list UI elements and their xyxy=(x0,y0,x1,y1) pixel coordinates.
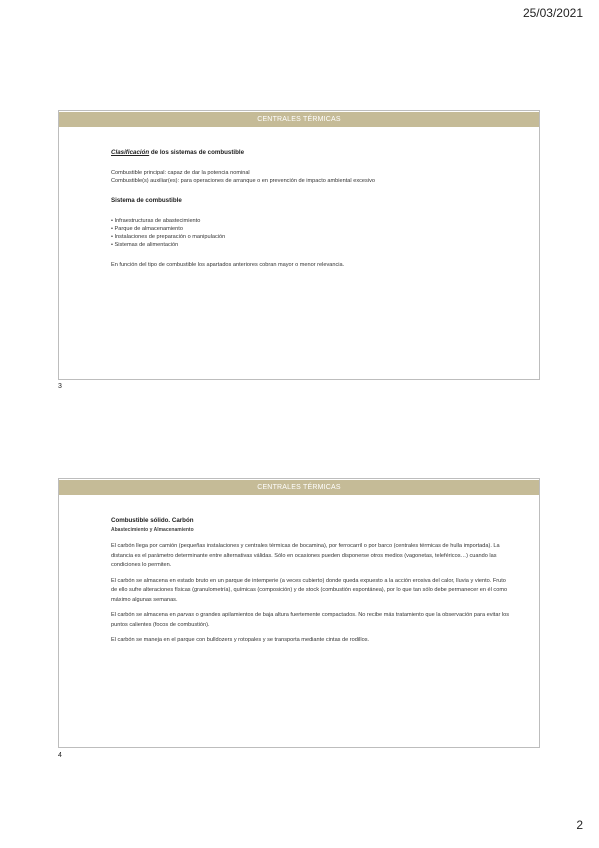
page-number: 2 xyxy=(576,818,583,832)
paragraph-handling: El carbón se maneja en el parque con bulldozers y rotopales y se transporta mediante cintas de rodillos. xyxy=(111,637,370,643)
main-fuel-line: Combustible principal: capaz de dar la potencia nominal xyxy=(111,170,250,176)
subheading: Abastecimiento y Almacenamiento xyxy=(111,527,194,533)
list-item: • Infraestructuras de abastecimiento xyxy=(111,217,509,225)
slide-content xyxy=(111,149,509,269)
slide-number: 4 xyxy=(58,752,62,759)
slide-title-band: CENTRALES TÉRMICAS xyxy=(59,480,539,495)
slide-title-band: CENTRALES TÉRMICAS xyxy=(59,112,539,127)
heading-underlined-word: Clasificación xyxy=(111,149,150,156)
document-date: 25/03/2021 xyxy=(522,6,583,20)
list-item: • Instalaciones de preparación o manipulación xyxy=(111,233,509,241)
heading-rest: de los sistemas de combustible xyxy=(149,149,245,156)
slide-4 xyxy=(58,478,540,748)
fuel-system-list xyxy=(111,217,509,249)
fuel-system-heading: Sistema de combustible xyxy=(111,197,182,204)
paragraph-transport: El carbón llega por camión (pequeñas instalaciones y centrales térmicas de bocamina), por ferrocarril o por barco (centrales térmicas de hulla importada). La distancia es el parámetro determinante entre alternativas válidas. Sólo en ocasiones pueden disponerse otros medios (vagonetas, teleféricos…) cuando las condiciones lo permiten. xyxy=(111,543,500,568)
slide-content xyxy=(111,517,509,652)
solid-fuel-heading: Combustible sólido. Carbón xyxy=(111,517,194,524)
piles-text-b: o grandes apilamientos de baja altura fuertemente compactados. No recibe más tratamiento que la observación para evitar los puntos calientes (focos de combustión). xyxy=(111,612,510,628)
slide-3 xyxy=(58,110,540,380)
slide-number: 3 xyxy=(58,383,62,390)
closing-note: En función del tipo de combustible los apartados anteriores cobran mayor o menor relevancia. xyxy=(111,262,345,268)
aux-fuel-line: Combustible(s) auxiliar(es): para operaciones de arranque o en prevención de impacto ambiental excesivo xyxy=(111,178,375,184)
piles-italic-term: parvas xyxy=(177,612,195,618)
list-item: • Parque de almacenamiento xyxy=(111,225,509,233)
paragraph-storage: El carbón se almacena en estado bruto en un parque de intemperie (a veces cubierto) donde queda expuesto a la acción erosiva del calor, lluvia y viento. Fruto de ello sufre alteraciones físicas (granulometría), químicas (composición) y de stock (combustión espontánea), por lo que tan sólo debe permanecer en él como máximo algunas semanas. xyxy=(111,577,508,603)
piles-text-a: El carbón se almacena en xyxy=(111,612,178,618)
classification-heading xyxy=(111,149,509,157)
paragraph-piles xyxy=(111,611,509,630)
list-item: • Sistemas de alimentación xyxy=(111,241,509,249)
